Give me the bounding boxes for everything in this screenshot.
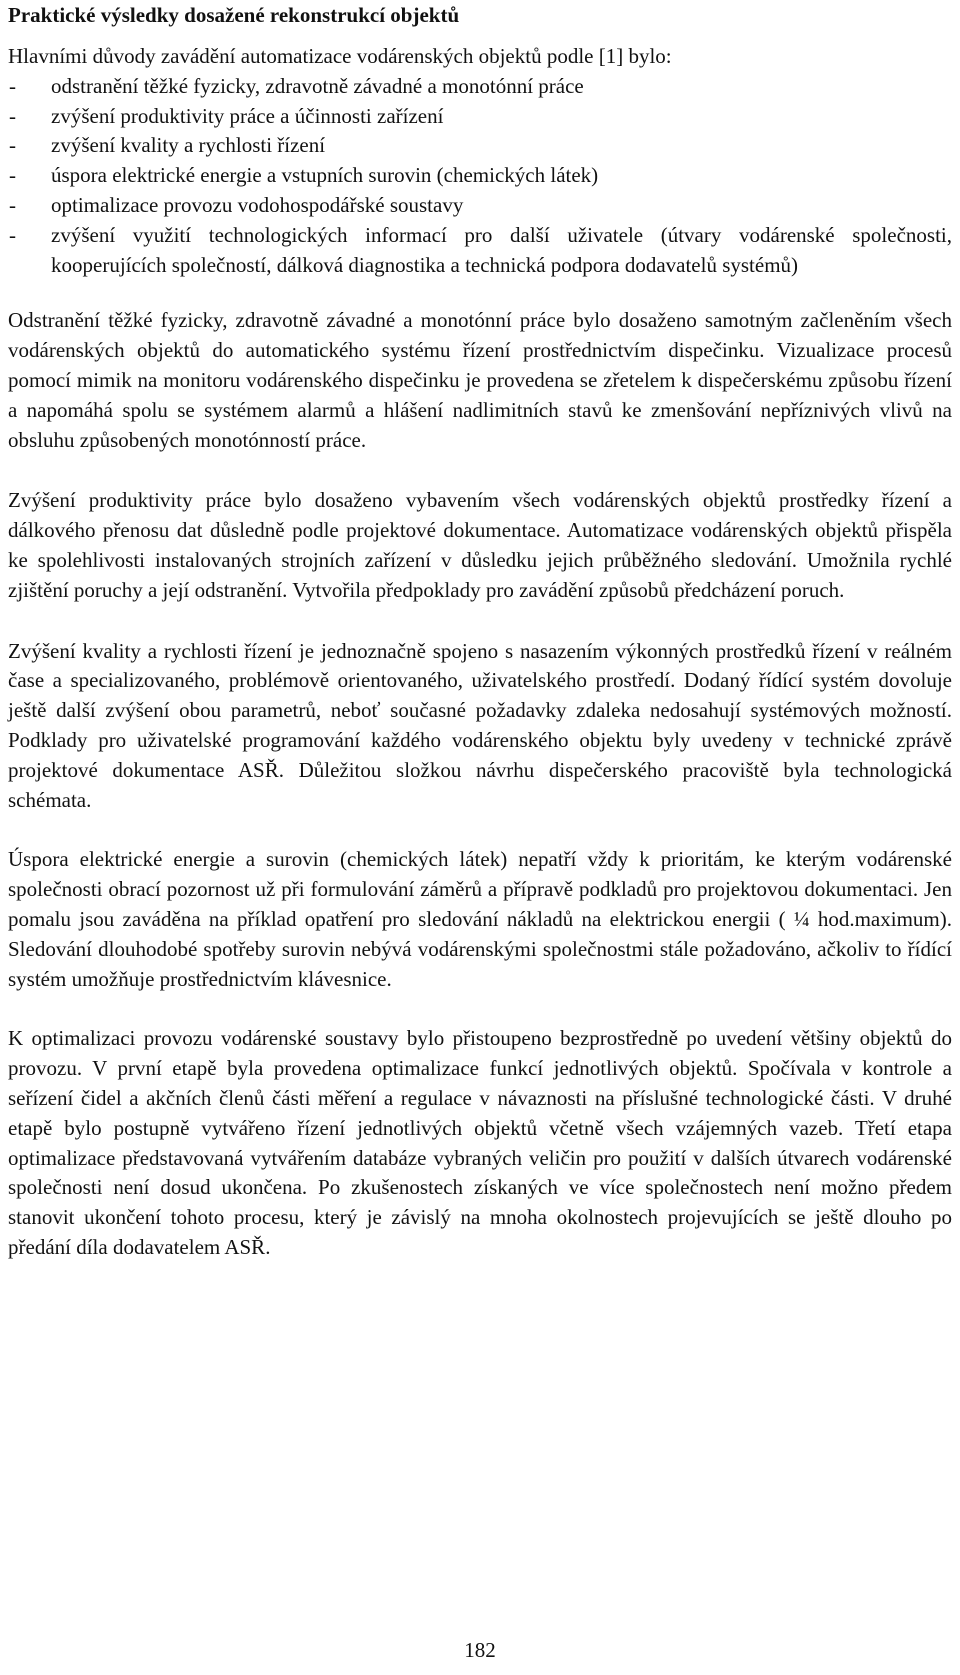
paragraph-heavy-work: Odstranění těžké fyzicky, zdravotně závadné a monotónní práce bylo dosaženo samotným začleněním všech vodárenských objektů do automatického systému řízení prostřednictvím dispečinku. Vizualizace procesů pomocí mimik na monitoru vodárenského dispečinku je provedena se zřetelem k dispečerskému způsobu řízení a napomáhá spolu se systémem alarmů a hlášení nadlimitních stavů ke zmenšování nepříznivých vlivů na obsluhu způsobených monotónností práce. <box>8 308 952 452</box>
paragraph-optimization: K optimalizaci provozu vodárenské soustavy bylo přistoupeno bezprostředně po uvedení většiny objektů do provozu. V první etapě byla provedena optimalizace funkcí jednotlivých objektů. Spočívala v kontrole a seřízení čidel a akčních členů části měření a regulace v návaznosti na příslušné technologické části. V druhé etapě bylo postupně vytvářeno řízení jednotlivých objektů včetně všech vzájemných vazeb. Třetí etapa optimalizace představovaná vytvářením databáze vybraných veličin pro použití v dalších útvarech vodárenské společnosti není dosud ukončena. Po zkušenostech získaných ve více společnostech není možno předem stanovit ukončení tohoto procesu, který je závislý na mnoha okolnostech projevujících se ještě dlouho po předání díla dodavatelem ASŘ. <box>8 1026 952 1259</box>
paragraph-productivity: Zvýšení produktivity práce bylo dosaženo vybavením všech vodárenských objektů prostředky řízení a dálkového přenosu dat důsledně podle projektové dokumentace. Automatizace vodárenských objektů přispěla ke spolehlivosti instalovaných strojních zařízení v důsledku jejich průběžného sledování. Umožnila rychlé zjištění poruchy a její odstranění. Vytvořila předpoklady pro zavádění způsobů předcházení poruch. <box>8 488 952 602</box>
reasons-list <box>8 72 952 281</box>
bullet-dash: - <box>9 222 16 247</box>
page-number: 182 <box>464 1638 496 1662</box>
paragraph-energy-savings: Úspora elektrické energie a surovin (chemických látek) nepatří vždy k prioritám, ke kterým vodárenské společnosti obrací pozornost už při formulování záměrů a přípravě podkladů pro projektovou dokumentaci. Jen pomalu jsou zaváděna na příklad opatření pro sledování nákladů na elektrickou energii ( ¼ hod.maximum). Sledování dlouhodobé spotřeby surovin nebývá vodárenskými společnostmi stále požadováno, ačkoliv to řídící systém umožňuje prostřednictvím klávesnice. <box>8 847 952 991</box>
list-item-text: optimalizace provozu vodohospodářské soustavy <box>51 192 464 217</box>
list-item-text: zvýšení kvality a rychlosti řízení <box>51 133 326 158</box>
list-item <box>8 161 952 191</box>
paragraph-control-quality: Zvýšení kvality a rychlosti řízení je jednoznačně spojeno s nasazením výkonných prostředků řízení v reálném čase a specializovaného, problémově orientovaného, uživatelského prostředí. Dodaný řídící systém dovoluje ještě další zvýšení obou parametrů, neboť současné požadavky zdaleka nedosahují systémových možností. Podklady pro uživatelské programování každého vodárenského objektu byly uvedeny v technické zprávě projektové dokumentace ASŘ. Důležitou složkou návrhu dispečerského pracoviště byla technologická schémata. <box>8 638 952 812</box>
bullet-dash: - <box>9 103 16 128</box>
list-item <box>8 72 952 102</box>
intro-text: Hlavními důvody zavádění automatizace vodárenských objektů podle [1] bylo: <box>8 44 672 68</box>
bullet-dash: - <box>9 192 16 217</box>
section-heading: Praktické výsledky dosažené rekonstrukcí objektů <box>8 3 460 27</box>
list-item <box>8 221 952 281</box>
document-page <box>8 0 952 1263</box>
list-item <box>8 102 952 132</box>
list-item-text: odstranění těžké fyzicky, zdravotně závadné a monotónní práce <box>51 73 584 98</box>
list-item-text: zvýšení produktivity práce a účinnosti zařízení <box>51 103 444 128</box>
bullet-dash: - <box>9 73 16 98</box>
bullet-dash: - <box>9 133 16 158</box>
list-item-text: zvýšení využití technologických informací pro další uživatele (útvary vodárenské společnosti, kooperujících společností, dálková diagnostika a technická podpora dodavatelů systémů) <box>51 222 952 277</box>
list-item <box>8 131 952 161</box>
bullet-dash: - <box>9 163 16 188</box>
list-item <box>8 191 952 221</box>
list-item-text: úspora elektrické energie a vstupních surovin (chemických látek) <box>51 163 599 188</box>
